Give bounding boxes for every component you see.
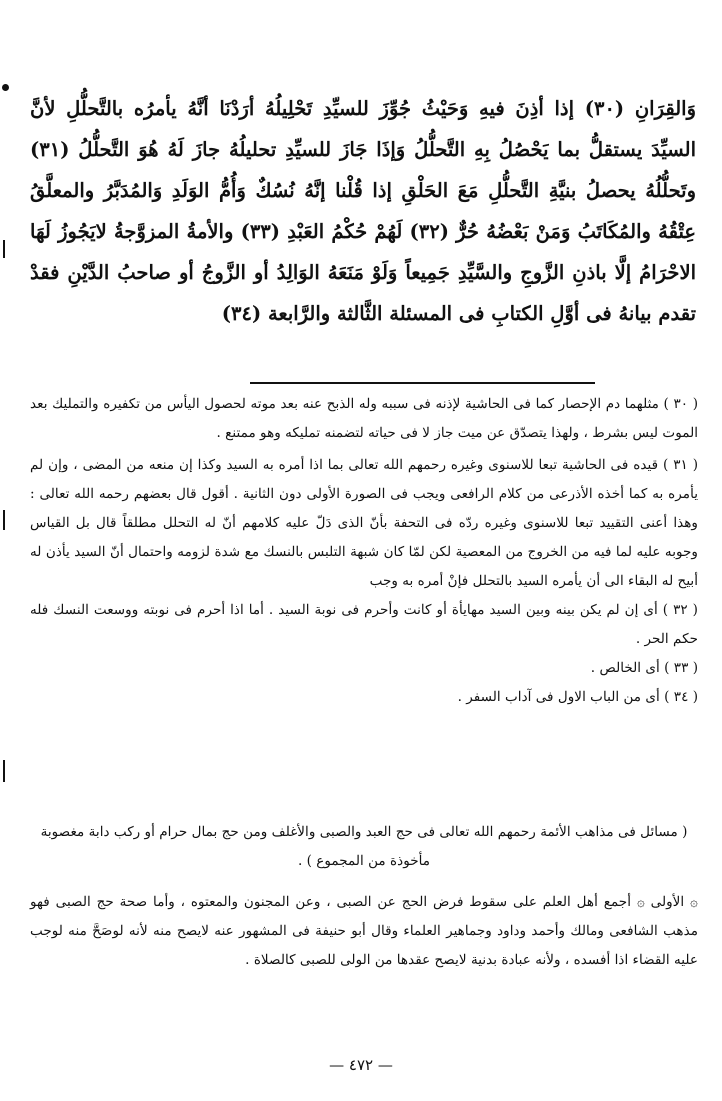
main-text: [30, 88, 696, 334]
body-paragraph: ۞ الأولى ۞ أجمع أهل العلم على سقوط فرض الحج عن الصبى ، وعن المجنون والمعتوه ، وأما صحة حج الصبى فهو مذهب الشافعى ومالك وأحمد وداود وجماهير العلماء وقال أبو حنيفة فى المشهور عنه لايصح منه لأنه لوصَحَّ منه لوجب عليه القضاء اذا أفسده ، ولأنه عبادة بدنية لايصح عقدها من الولى للصبى كالصلاة .: [30, 894, 698, 968]
footnote-33: ( ٣٣ ) أى الخالص .: [590, 660, 698, 676]
footnote-34: ( ٣٤ ) أى من الباب الاول فى آداب السفر .: [457, 689, 698, 705]
section-heading: [30, 818, 698, 876]
margin-mark: [3, 760, 5, 782]
margin-mark: [3, 240, 5, 258]
binding-hole-mark: [2, 84, 9, 91]
section-heading-text: ( مسائل فى مذاهب الأئمة رحمهم الله تعالى فى حج العبد والصبى والأغلف ومن حج بمال حرام أو ركب دابة مغصوبة مأخوذة من المجموع ) .: [40, 824, 688, 869]
footnote-32: ( ٣٢ ) أى إن لم يكن بينه وبين السيد مهايأة أو كانت وأحرم فى نوبة السيد . أما اذا أحرم فى نوبته ووسعت النسك فله حكم الحر .: [30, 602, 698, 647]
footnotes: [30, 390, 698, 712]
footnote-30: ( ٣٠ ) مثلهما دم الإحصار كما فى الحاشية لإذنه فى سببه وله الذبح عنه بعد موته لحصول اليأس من تكفيره والتمليك بعد الموت ليس بشرط ، ولهذا يتصدّق عن ميت جاز لا فى حياته لتضمنه تمليكه وهو ممتنع .: [30, 396, 699, 441]
footnote-separator: [250, 382, 595, 384]
main-text-paragraph: وَالقِرَانِ (٣٠) إذا أذِنَ فيهِ وَحَيْثُ جُوِّزَ للسيِّدِ تَحْلِيلُهُ أرَدْنَا أنَّهُ يأمرُه بالتَّحلُّلِ لأنَّ السيِّدَ يستقلُّ بما يَحْصُلُ بِهِ التَّحلُّلُ وَإذَا جَازَ للسيِّدِ تحليلُهُ جازَ لَهُ هُوَ التَّحلُّلُ (٣١) وتَحلُّلُهُ يحصلُ بنيَّةِ التَّحلُّلِ مَعَ الحَلْقِ إذا قُلْنا إنَّهُ نُسُكٌ وَأُمُّ الوَلَدِ وَالمُدَبَّرُ والمعلَّقُ عِتْقُهُ والمُكَاتَبُ وَمَنْ بَعْضُهُ حُرٌّ (٣٢) لَهُمْ حُكْمُ العَبْدِ (٣٣) والأمةُ المزوَّجةُ لايَجُوزُ لَهَا الاحْرَامُ إلَّا باذنِ الزَّوجِ والسَّيِّدِ جَمِيعاً وَلَوْ مَنَعَهُ الوَالِدُ أو الزَّوجُ أو صاحبُ الدَّيْنِ فقدْ تقدم بيانهُ فى أوَّلِ الكتابِ فى المسئلة الثَّالثة والرَّابعة (٣٤): [30, 97, 696, 325]
margin-mark: [3, 510, 5, 530]
page-number: — ٤٧٢ —: [329, 1056, 393, 1074]
footnote-31: ( ٣١ ) قيده فى الحاشية تبعا للاسنوى وغيره رحمهم الله تعالى بما اذا أمره به السيد وكذا إن منعه من المضى ، وإن لم يأمره به كما أخذه الأذرعى من كلام الرافعى ويجب فى الصورة الأولى دون الثانية . أقول قال بعضهم رحمه الله تعالى : وهذا أعنى التقييد تبعا للاسنوى وغيره ردّه فى التحفة بأنّ الذى دَلّ عليه كلامهم أنّ له التحلل مطلقاً قال بل القياس وجوبه عليه لما فيه من الخروج من المعصية لكن لمّا كان شبهة التلبس بالنسك مع شدة لزومه واحتمال أنّ السيد يأذن له أبيح له البقاء الى أن يأمره السيد بالتحلل فإنْ أمره به وجب: [30, 457, 698, 589]
